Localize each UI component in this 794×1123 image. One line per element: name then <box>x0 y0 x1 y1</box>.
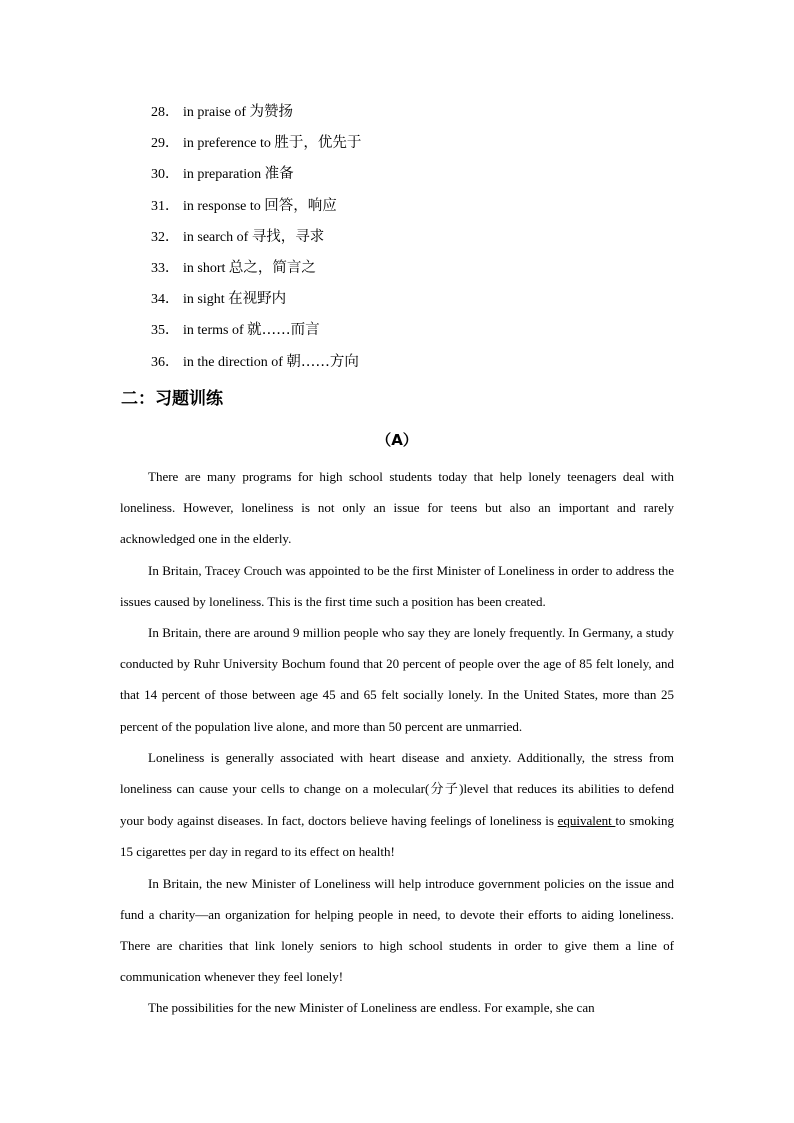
phrase-english: in preference to <box>183 136 275 152</box>
paragraph-4-text-a: Loneliness is generally associated with heart disease and anxiety. Additionally, the stress from loneliness can cause your cells to change on a molecular( <box>120 749 674 797</box>
item-number: 34． <box>151 292 179 308</box>
paragraph-5: In Britain, the new Minister of Loneliness will help introduce government policies on the issue and fund a charity—an organization for helping people in need, to devote their efforts to aiding loneliness. There are charities that link lonely seniors to high school students in order to give them a line of communication whenever they feel lonely! <box>120 875 674 985</box>
list-item <box>151 160 361 191</box>
item-number: 32． <box>151 229 179 245</box>
item-number: 30． <box>151 167 179 183</box>
phrase-chinese: 胜于，优先于 <box>274 135 362 152</box>
list-item <box>151 223 361 254</box>
phrase-chinese: 就……而言 <box>247 322 320 339</box>
underlined-word: equivalent <box>557 813 616 829</box>
paragraph-4-chinese-gloss: 分子 <box>429 782 460 798</box>
section-heading: 二：习题训练 <box>121 389 223 409</box>
passage-label: （A） <box>376 431 418 449</box>
reading-passage <box>120 461 674 1024</box>
item-number: 28． <box>151 105 179 120</box>
phrase-chinese: 在视野内 <box>228 291 287 308</box>
phrase-chinese: 回答，响应 <box>264 197 337 214</box>
item-number: 33． <box>151 260 179 276</box>
paragraph-4-text-b: )level that reduces its abilities to defend your body against diseases. In fact, doctors believe having feelings of loneliness is <box>120 781 674 829</box>
item-number: 35． <box>151 323 179 339</box>
list-item <box>151 348 361 379</box>
phrase-english: in preparation <box>183 167 265 183</box>
list-item <box>151 285 361 316</box>
phrase-english: in sight <box>183 292 229 308</box>
paragraph-2: In Britain, Tracey Crouch was appointed to be the first Minister of Loneliness in order to address the issues caused by loneliness. This is the first time such a position has been created. <box>120 562 674 609</box>
paragraph-4 <box>120 742 674 868</box>
list-item <box>151 129 361 160</box>
phrase-english: in search of <box>183 229 252 245</box>
phrase-chinese: 为赞扬 <box>249 104 293 120</box>
list-item <box>151 254 361 285</box>
phrase-chinese: 准备 <box>264 166 294 183</box>
phrase-chinese: 寻找，寻求 <box>251 228 325 245</box>
phrase-chinese: 朝……方向 <box>286 353 359 370</box>
list-item <box>151 192 361 223</box>
item-number: 29． <box>151 136 179 152</box>
phrase-list <box>151 98 361 379</box>
phrase-english: in the direction of <box>183 354 287 370</box>
list-item <box>151 316 361 347</box>
paragraph-3: In Britain, there are around 9 million people who say they are lonely frequently. In Germany, a study conducted by Ruhr University Bochum found that 20 percent of people over the age of 85 felt lonely, and that 14 percent of those between age 45 and 65 felt socially lonely. In the United States, more than 25 percent of the population live alone, and more than 50 percent are unmarried. <box>120 625 674 734</box>
phrase-english: in response to <box>183 198 265 214</box>
item-number: 36． <box>151 354 179 370</box>
paragraph-4-text-c: to smoking 15 cigarettes per day in regard to its effect on health! <box>120 813 674 860</box>
phrase-english: in praise of <box>183 105 250 120</box>
phrase-english: in terms of <box>183 323 248 339</box>
list-item <box>151 98 361 129</box>
phrase-english: in short <box>183 260 229 276</box>
paragraph-1: There are many programs for high school students today that help lonely teenagers deal with loneliness. However, loneliness is not only an issue for teens but also an important and rarely acknowledged one in the elderly. <box>120 469 674 547</box>
paragraph-6: The possibilities for the new Minister of Loneliness are endless. For example, she can <box>148 1000 595 1016</box>
phrase-chinese: 总之，简言之 <box>228 259 316 276</box>
item-number: 31． <box>151 198 179 214</box>
